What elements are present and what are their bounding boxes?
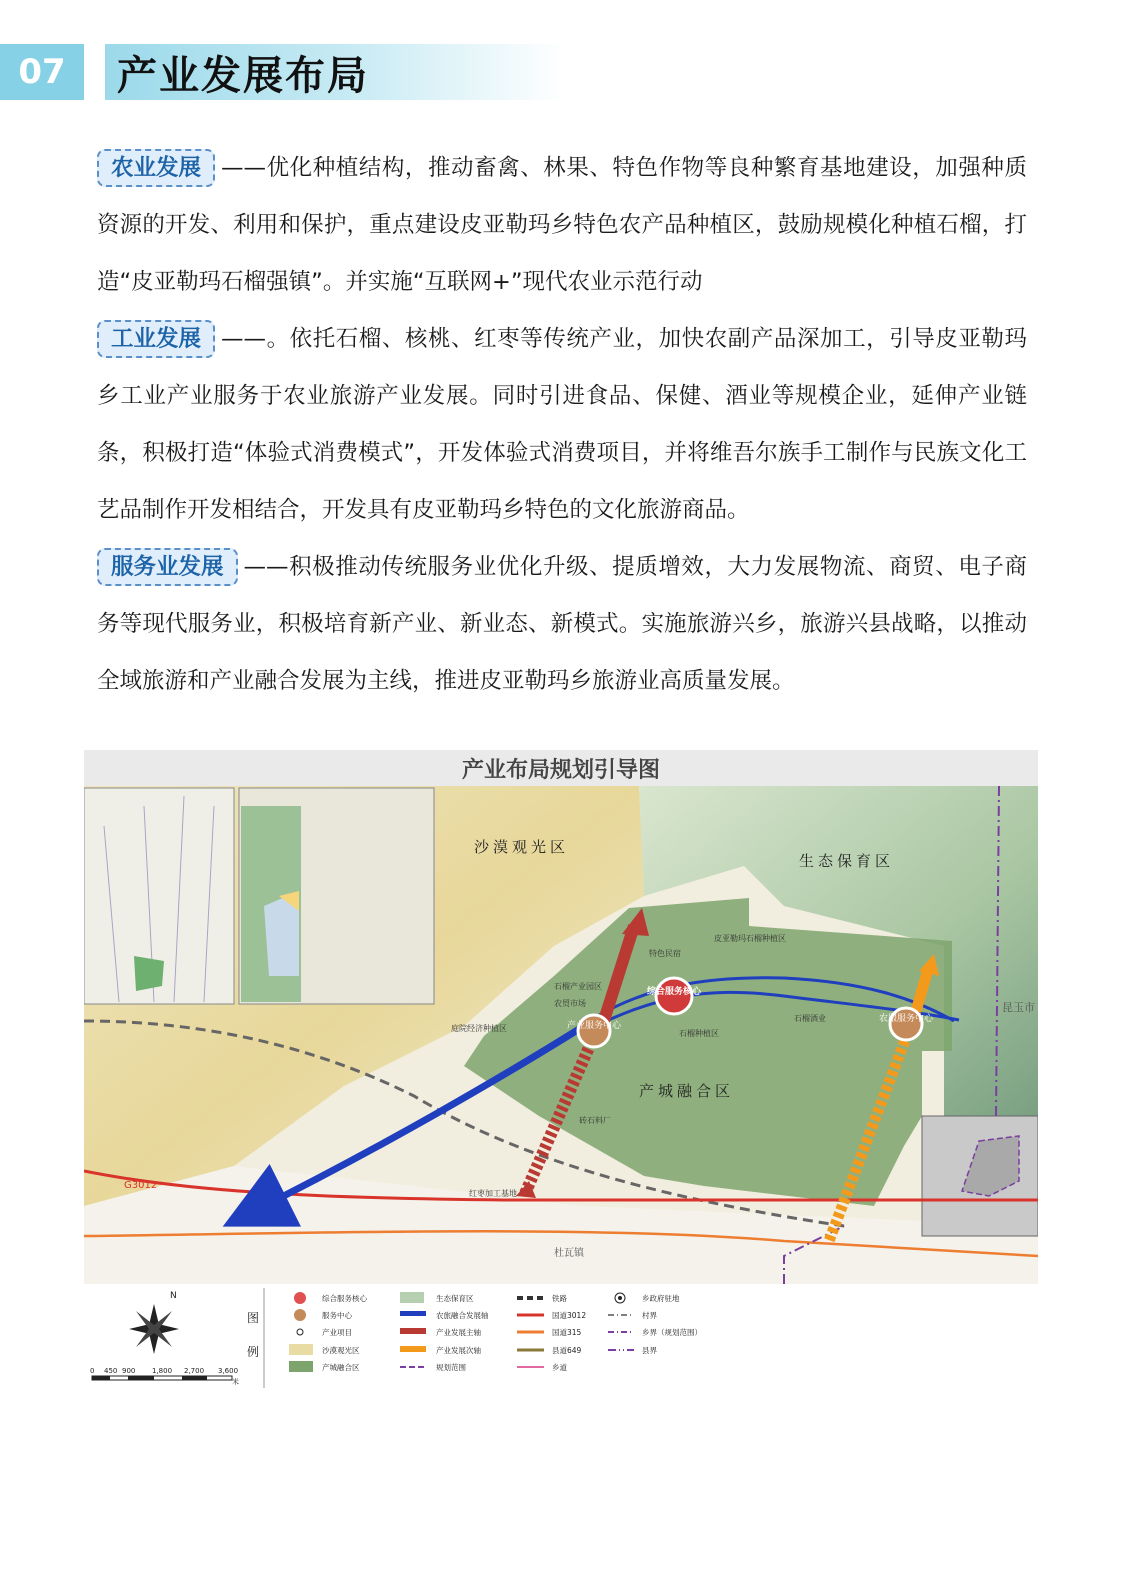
map-canvas — [84, 786, 1038, 1284]
project-label-1: 特色民宿 — [649, 949, 681, 958]
map-legend — [84, 1284, 1038, 1390]
project-label-8: 砖石料厂 — [579, 1116, 611, 1125]
tag-industry: 工业发展 — [97, 320, 215, 358]
legend-label-8: 产业发展次轴 — [436, 1346, 481, 1355]
project-label-9: 红枣加工基地 — [469, 1189, 517, 1198]
industry-layout-map — [84, 750, 1038, 1390]
legend-label-9: 规划范围 — [436, 1363, 466, 1372]
tag-services: 服务业发展 — [97, 548, 238, 586]
project-label-2: 石榴产业园区 — [554, 982, 602, 991]
legend-label-15: 乡政府驻地 — [642, 1294, 680, 1303]
agri-service-center-label: 农服服务中心 — [878, 1014, 934, 1024]
legend-title-1: 图 — [247, 1311, 260, 1325]
paragraph-services — [97, 539, 1027, 710]
agri-service-center-marker — [890, 1008, 922, 1040]
scale-1: 450 — [104, 1367, 118, 1375]
scale-2: 900 — [122, 1367, 136, 1375]
eco-zone-label: 生态保育区 — [799, 852, 895, 870]
legend-label-10: 铁路 — [552, 1294, 567, 1303]
legend-label-1: 服务中心 — [322, 1311, 352, 1320]
legend-label-4: 产城融合区 — [322, 1363, 360, 1372]
section-number: 07 — [0, 44, 84, 100]
project-label-4: 皮亚勒玛石榴种植区 — [714, 934, 786, 943]
north-label: N — [170, 1291, 177, 1301]
legend-label-13: 县道649 — [552, 1346, 582, 1355]
urban-zone-label: 产城融合区 — [639, 1082, 735, 1100]
desert-zone-label: 沙漠观光区 — [474, 838, 570, 856]
legend-label-11: 国道3012 — [552, 1311, 587, 1320]
scale-bar — [90, 1367, 239, 1386]
scale-3: 1,800 — [152, 1367, 173, 1375]
project-label-7: 石榴酒业 — [794, 1014, 826, 1023]
legend-label-17: 乡界（规划范围） — [642, 1328, 702, 1337]
text-agriculture: ——优化种植结构，推动畜禽、林果、特色作物等良种繁育基地建设，加强种质资源的开发、利用和保护，重点建设皮亚勒玛乡特色农产品种植区，鼓励规模化种植石榴，打造“皮亚勒玛石榴强镇”。并实施“互联网+”现代农业示范行动 — [97, 155, 1027, 295]
legend-label-14: 乡道 — [552, 1363, 567, 1372]
comprehensive-service-core-label: 综合服务核心 — [646, 987, 702, 997]
legend-label-6: 农旅融合发展轴 — [436, 1311, 489, 1320]
scale-5: 3,600 — [218, 1367, 239, 1375]
scale-0: 0 — [90, 1367, 95, 1375]
road-g3012-label: G3012 — [124, 1180, 158, 1191]
legend-title-2: 例 — [247, 1345, 260, 1359]
paragraph-industry — [97, 311, 1027, 539]
text-industry: ——。依托石榴、核桃、红枣等传统产业，加快农副产品深加工，引导皮亚勒玛乡工业产业服务于农业旅游产业发展。同时引进食品、保健、酒业等规模企业，延伸产业链条，积极打造“体验式消费模式”，开发体验式消费项目，并将维吾尔族手工制作与民族文化工艺品制作开发相结合，开发具有皮亚勒玛乡特色的文化旅游商品。 — [97, 326, 1027, 523]
industry-service-center-label: 产业服务中心 — [566, 1021, 622, 1031]
legend-label-18: 县界 — [642, 1346, 657, 1355]
section-title-bar — [105, 44, 565, 100]
project-label-3: 农贸市场 — [554, 999, 586, 1008]
legend-label-7: 产业发展主轴 — [436, 1328, 481, 1337]
tag-agriculture: 农业发展 — [97, 149, 215, 187]
legend-label-12: 国道315 — [552, 1328, 582, 1337]
text-services: ——积极推动传统服务业优化升级、提质增效，大力发展物流、商贸、电子商务等现代服务业，积极培育新产业、新业态、新模式。实施旅游兴乡，旅游兴县战略，以推动全域旅游和产业融合发展为主线，推进皮亚勒玛乡旅游业高质量发展。 — [97, 554, 1027, 694]
legend-label-0: 综合服务核心 — [322, 1294, 367, 1303]
project-label-5: 庭院经济种植区 — [451, 1024, 507, 1033]
scale-unit: 米 — [232, 1378, 239, 1386]
section-title: 产业发展布局 — [117, 52, 369, 99]
place-kunyu: 昆玉市 — [1002, 1001, 1035, 1014]
legend-label-16: 村界 — [642, 1311, 657, 1320]
place-duwa: 杜瓦镇 — [554, 1248, 584, 1259]
legend-label-2: 产业项目 — [322, 1328, 352, 1337]
legend-label-5: 生态保育区 — [436, 1294, 474, 1303]
map-title: 产业布局规划引导图 — [84, 750, 1038, 786]
project-label-6: 石榴种植区 — [679, 1029, 719, 1038]
body-text — [97, 140, 1027, 710]
scale-4: 2,700 — [184, 1367, 205, 1375]
inset-1-green — [134, 956, 164, 991]
legend-canvas — [84, 1284, 1038, 1390]
compass — [129, 1291, 179, 1354]
legend-label-3: 沙漠观光区 — [322, 1346, 360, 1355]
industry-service-center-marker — [578, 1015, 610, 1047]
paragraph-agriculture — [97, 140, 1027, 311]
